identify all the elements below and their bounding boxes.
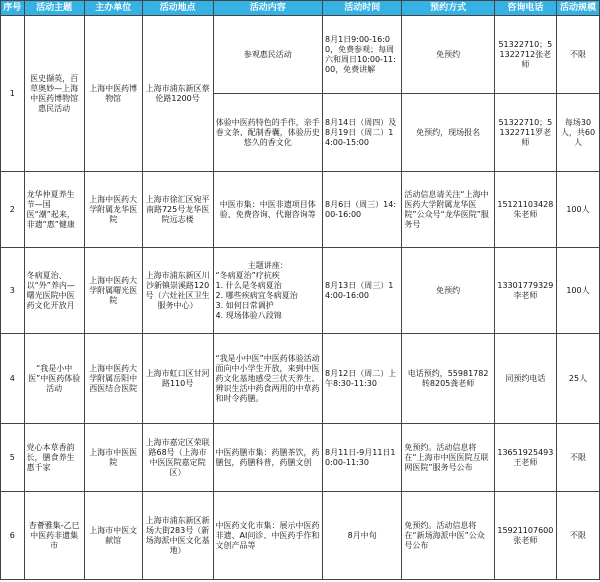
cell-seq: 2 [1,172,25,248]
cell-location: 上海市虹口区甘河路110号 [142,334,213,424]
cell-time: 8月6日（周三）14:00-16:00 [323,172,402,248]
cell-content: 中医药文化市集：展示中医药非遗、AI问诊、中医药手作和文创产品等 [213,492,322,580]
header-content: 活动内容 [213,1,322,16]
cell-content: “我是小中医”中医药体验活动面向中小学生开放，来到中医药文化基地感受三伏天养生、辨识生活中药食两用的中草药和时令药膳。 [213,334,322,424]
cell-organizer: 上海中医药博物馆 [84,16,142,172]
cell-size: 每场30人，共60人 [556,94,599,172]
cell-content: 体验中医药特色的手作，亲手巻文条、配制香囊，体验历史悠久的香文化 [213,94,322,172]
cell-theme: 党心本草香韵长，膳食养生惠千家 [24,424,84,492]
cell-content: 中医市集：中医非遗项目体验、免费咨询、代谢咨询等 [213,172,322,248]
cell-time: 8月14日（周四）及8月19日（周二）14:00-15:00 [323,94,402,172]
content-line: 4. 现场体验八段锦 [215,310,282,320]
header-phone: 咨询电话 [494,1,556,16]
cell-seq: 5 [1,424,25,492]
content-line: 2. 哪些疾病宜冬病夏治 [215,290,298,300]
header-booking: 预约方式 [402,1,494,16]
table-row [1,492,600,580]
cell-booking: 活动信息请关注“上海中医药大学附属龙华医院”公众号“龙华医院”服务号 [402,172,494,248]
cell-theme: “我是小中医”中医药体验活动 [24,334,84,424]
cell-booking: 电话预约，55981782转8205龚老师 [402,334,494,424]
cell-location: 上海市浦东新区新场大街283号（新场海派中医文化基地） [142,492,213,580]
header-row [1,1,600,16]
cell-organizer: 上海市中医医院 [84,424,142,492]
header-size: 活动规模 [556,1,599,16]
cell-theme: 杏薈雅集-乙巳中医药非遗集市 [24,492,84,580]
header-time: 活动时间 [323,1,402,16]
cell-booking: 免预约 [402,16,494,94]
cell-phone: 15921107600张老师 [494,492,556,580]
cell-organizer: 上海中医药大学附属曙光医院 [84,248,142,334]
cell-theme: 医史撷英，百草奥妙—上海中医药博物馆惠民活动 [24,16,84,172]
table-row [1,172,600,248]
cell-time: 8月13日（周三）14:00-16:00 [323,248,402,334]
cell-seq: 3 [1,248,25,334]
cell-seq: 1 [1,16,25,172]
cell-theme: 龙华仲夏养生节—国医“潮”起来，非遗“惠”健康 [24,172,84,248]
cell-content: 参观惠民活动 [213,16,322,94]
cell-time: 8月11日-9月11日10:00-11:30 [323,424,402,492]
cell-booking: 免预约 [402,248,494,334]
content-title: 主题讲座： [247,260,288,270]
cell-organizer: 上海中医药大学附属岳阳中西医结合医院 [84,334,142,424]
cell-phone: 同预约电话 [494,334,556,424]
cell-time: 8月12日（周二）上午8:30-11:30 [323,334,402,424]
cell-size: 不限 [556,424,599,492]
table-row [1,424,600,492]
content-line: 3. 如何日常调护 [215,300,274,310]
cell-organizer: 上海中医药大学附属龙华医院 [84,172,142,248]
cell-phone: 15121103428朱老师 [494,172,556,248]
header-location: 活动地点 [142,1,213,16]
header-organizer: 主办单位 [84,1,142,16]
cell-size: 不限 [556,492,599,580]
header-seq: 序号 [1,1,25,16]
table-row [1,248,600,334]
table-row [1,16,600,94]
content-line: 1. 什么是冬病夏治 [215,280,282,290]
cell-location: 上海市浦东新区蔡伦路1200号 [142,16,213,172]
cell-content [213,248,322,334]
cell-booking: 免预约。活动信息将在“新场海派中医”公众号公布 [402,492,494,580]
cell-time: 8月中旬 [323,492,402,580]
cell-seq: 4 [1,334,25,424]
cell-size: 100人 [556,172,599,248]
cell-theme: 冬病夏治、以“外”养内—曙光医院中医药文化开放月 [24,248,84,334]
cell-size: 不限 [556,16,599,94]
cell-phone: 13651925493王老师 [494,424,556,492]
header-theme: 活动主题 [24,1,84,16]
cell-organizer: 上海市中医文献馆 [84,492,142,580]
cell-booking: 免预约，现场报名 [402,94,494,172]
cell-time: 8月1日9:00-16:00，免费参观；每周六和周日10:00-11:00，免费讲解 [323,16,402,94]
cell-phone: 13301779329李老师 [494,248,556,334]
cell-phone: 51322710；51322712张老师 [494,16,556,94]
cell-location: 上海市嘉定区荣联路68号（上海市中医医院嘉定院区） [142,424,213,492]
content-line: “冬病夏治”疗抗疾 [215,270,280,280]
cell-location: 上海市浦东新区川沙新镇崇溪路120号（六灶社区卫生服务中心） [142,248,213,334]
cell-size: 100人 [556,248,599,334]
cell-booking: 免预约。活动信息将在“上海市中医医院互联网医院”服务号公布 [402,424,494,492]
cell-location: 上海市徐汇区宛平南路725号龙华医院远志楼 [142,172,213,248]
table-row [1,334,600,424]
cell-phone: 51322710；51322711罗老师 [494,94,556,172]
cell-size: 25人 [556,334,599,424]
cell-content: 中医药膳市集：药膳茶饮，药膳包，药膳科普，药膳文创 [213,424,322,492]
cell-seq: 6 [1,492,25,580]
